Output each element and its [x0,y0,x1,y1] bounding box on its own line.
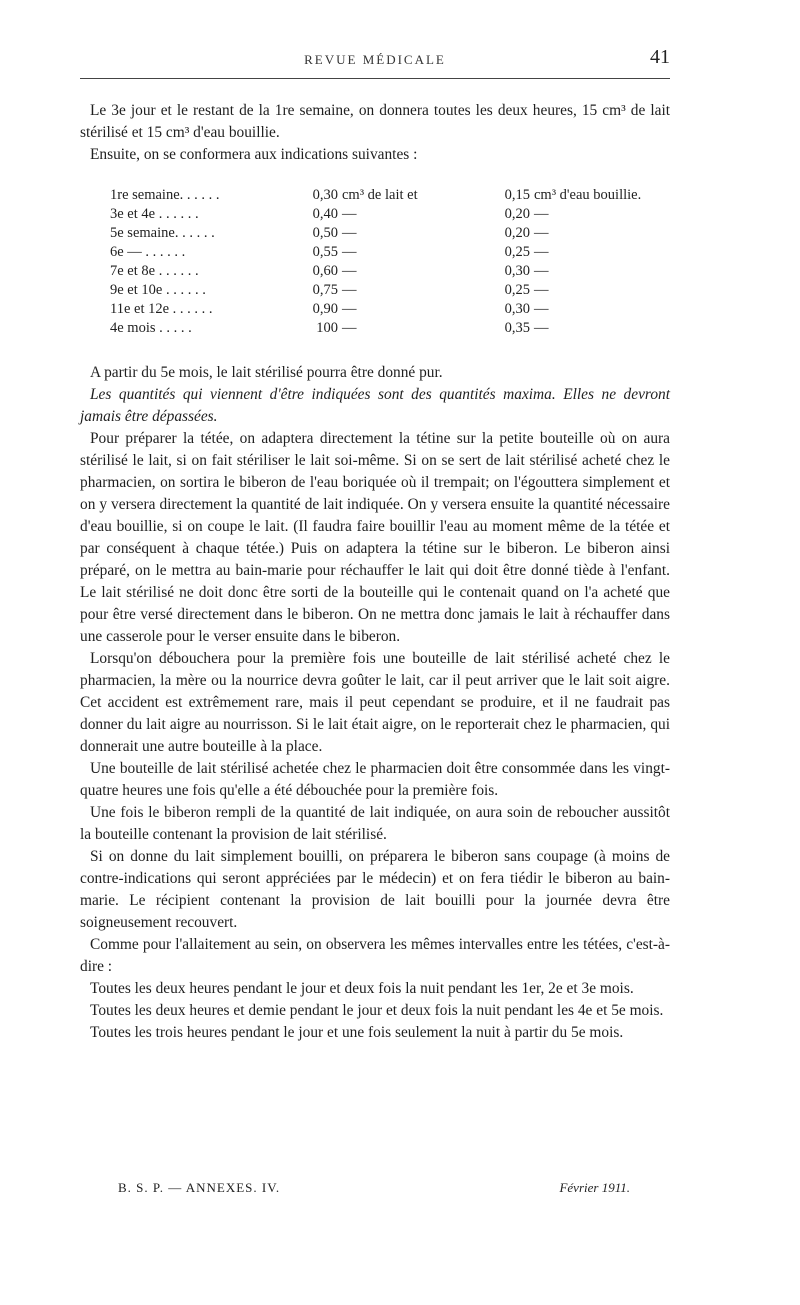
dosage-period: 5e semaine. . . . . . [110,225,215,241]
dosage-water-value: 0,25 [504,282,530,298]
dosage-period: 7e et 8e . . . . . . [110,263,199,279]
dosage-water-unit: — [534,244,549,260]
paragraph-sour-milk: Lorsqu'on débouchera pour la première fois une bouteille de lait stérilisé acheté chez le pharmacien, la mère ou la nourrice devra goûter le lait, car il peut arriver que le lait soit aigre. Cet accident est extrêmement rare, mais il peut cependant se produire, et il ne faudrait pas donner du lait aigre au nourrisson. Si le lait était aigre, on le reporterait chez le pharmacien, qui donnerait une autre bouteille à la place. [80,650,670,755]
dosage-milk-unit: — [342,320,357,336]
dosage-milk-unit: — [342,282,357,298]
paragraph-boiled-milk: Si on donne du lait simplement bouilli, on préparera le biberon sans coupage (à moins de contre-indications qui seront appréciées par le médecin) et on fera tiédir le biberon au bain-marie. Le récipient contenant la provision de lait bouilli pour la journée devra être soigneusement recouvert. [80,848,670,931]
footer-reference: B. S. P. — ANNEXES. IV. [118,1180,281,1195]
dosage-milk-value: 0,60 [312,263,338,279]
dosage-milk-unit: — [342,225,357,241]
dosage-milk-value: 100 [316,320,338,336]
paragraph-consumption: Une bouteille de lait stérilisé achetée chez le pharmacien doit être consommée dans les vingt-quatre heures une fois qu'elle a été débouchée pour la première fois. [80,760,670,799]
paragraph-pure-milk: A partir du 5e mois, le lait stérilisé pourra être donné pur. [90,364,443,381]
dosage-period: 9e et 10e . . . . . . [110,282,206,298]
dosage-water-value: 0,25 [504,244,530,260]
dosage-water-value: 0,35 [504,320,530,336]
dosage-milk-unit: — [342,244,357,260]
dosage-row [110,281,654,300]
page-number: 41 [650,46,670,68]
dosage-water-unit: — [534,225,549,241]
dosage-row [110,262,654,281]
dosage-water-value: 0,20 [504,225,530,241]
dosage-milk-value: 0,90 [312,301,338,317]
dosage-row [110,243,654,262]
dosage-milk-value: 0,75 [312,282,338,298]
dosage-water-value: 0,30 [504,301,530,317]
dosage-water-unit: — [534,263,549,279]
dosage-milk-value: 0,55 [312,244,338,260]
dosage-water-unit: — [534,282,549,298]
dosage-period: 1re semaine. . . . . . [110,187,220,203]
footer-date: Février 1911. [559,1180,630,1195]
dosage-period: 11e et 12e . . . . . . [110,301,213,317]
paragraph-intro-1: Le 3e jour et le restant de la 1re semaine, on donnera toutes les deux heures, 15 cm³ de lait stérilisé et 15 cm³ d'eau bouillie. [80,102,670,141]
paragraph-interval-2: Toutes les deux heures et demie pendant le jour et deux fois la nuit pendant les 4e et 5e mois. [90,1002,664,1019]
dosage-water-unit: — [534,206,549,222]
dosage-milk-value: 0,40 [312,206,338,222]
dosage-milk-unit: — [342,206,357,222]
dosage-milk-value: 0,30 [312,187,338,203]
dosage-water-unit: cm³ d'eau bouillie. [534,187,642,203]
dosage-row [110,205,654,224]
dosage-milk-unit: cm³ de lait et [342,187,418,203]
journal-title: REVUE MÉDICALE [304,52,446,67]
dosage-water-value: 0,30 [504,263,530,279]
dosage-milk-unit: — [342,263,357,279]
dosage-row [110,224,654,243]
dosage-table [110,186,654,338]
dosage-water-unit: — [534,301,549,317]
dosage-water-value: 0,20 [504,206,530,222]
dosage-milk-unit: — [342,301,357,317]
page-footer [80,1180,670,1204]
dosage-row [110,186,654,205]
dosage-water-value: 0,15 [504,187,530,203]
paragraph-preparation: Pour préparer la tétée, on adaptera directement la tétine sur la petite bouteille où on aura stérilisé le lait, si on fait stériliser le lait soi-même. Si on se sert de lait stérilisé acheté chez le pharmacien, on sortira le biberon de l'eau boriquée où il trempait; on l'égouttera simplement et on y versera directement la quantité de lait indiquée. On y versera ensuite la quantité nécessaire d'eau bouillie, si on coupe le lait. (Il faudra faire bouillir l'eau au moment même de la tétée et par conséquent à chaque tétée.) Puis on adaptera la tétine sur le biberon. Le biberon ainsi préparé, on le mettra au bain-marie pour réchauffer le lait qui doit être donné tiède à l'enfant. Le lait stérilisé ne doit donc être sorti de la bouteille qui le contenait quand on l'a acheté que pour être versé directement dans le biberon. On ne mettra donc jamais le lait à réchauffer dans une casserole pour le verser ensuite dans le biberon. [80,430,670,645]
paragraph-interval-3: Toutes les trois heures pendant le jour et une fois seulement la nuit à partir du 5e mois. [90,1024,624,1041]
header-rule [80,78,670,79]
paragraph-intervals: Comme pour l'allaitement au sein, on observera les mêmes intervalles entre les tétées, c'est-à-dire : [80,936,670,975]
paragraph-recap: Une fois le biberon rempli de la quantité de lait indiquée, on aura soin de reboucher aussitôt la bouteille contenant la provision de lait stérilisé. [80,804,670,843]
dosage-period: 6e — . . . . . . [110,244,186,260]
dosage-period: 4e mois . . . . . [110,320,192,336]
dosage-period: 3e et 4e . . . . . . [110,206,199,222]
dosage-milk-value: 0,50 [312,225,338,241]
main-text [80,100,670,1044]
dosage-row [110,300,654,319]
paragraph-maxima: Les quantités qui viennent d'être indiquées sont des quantités maxima. Elles ne devront jamais être dépassées. [80,386,670,425]
paragraph-intro-2: Ensuite, on se conformera aux indications suivantes : [90,146,418,163]
dosage-row [110,319,654,338]
dosage-water-unit: — [534,320,549,336]
paragraph-interval-1: Toutes les deux heures pendant le jour et deux fois la nuit pendant les 1er, 2e et 3e mois. [90,980,634,997]
running-header [80,46,670,78]
